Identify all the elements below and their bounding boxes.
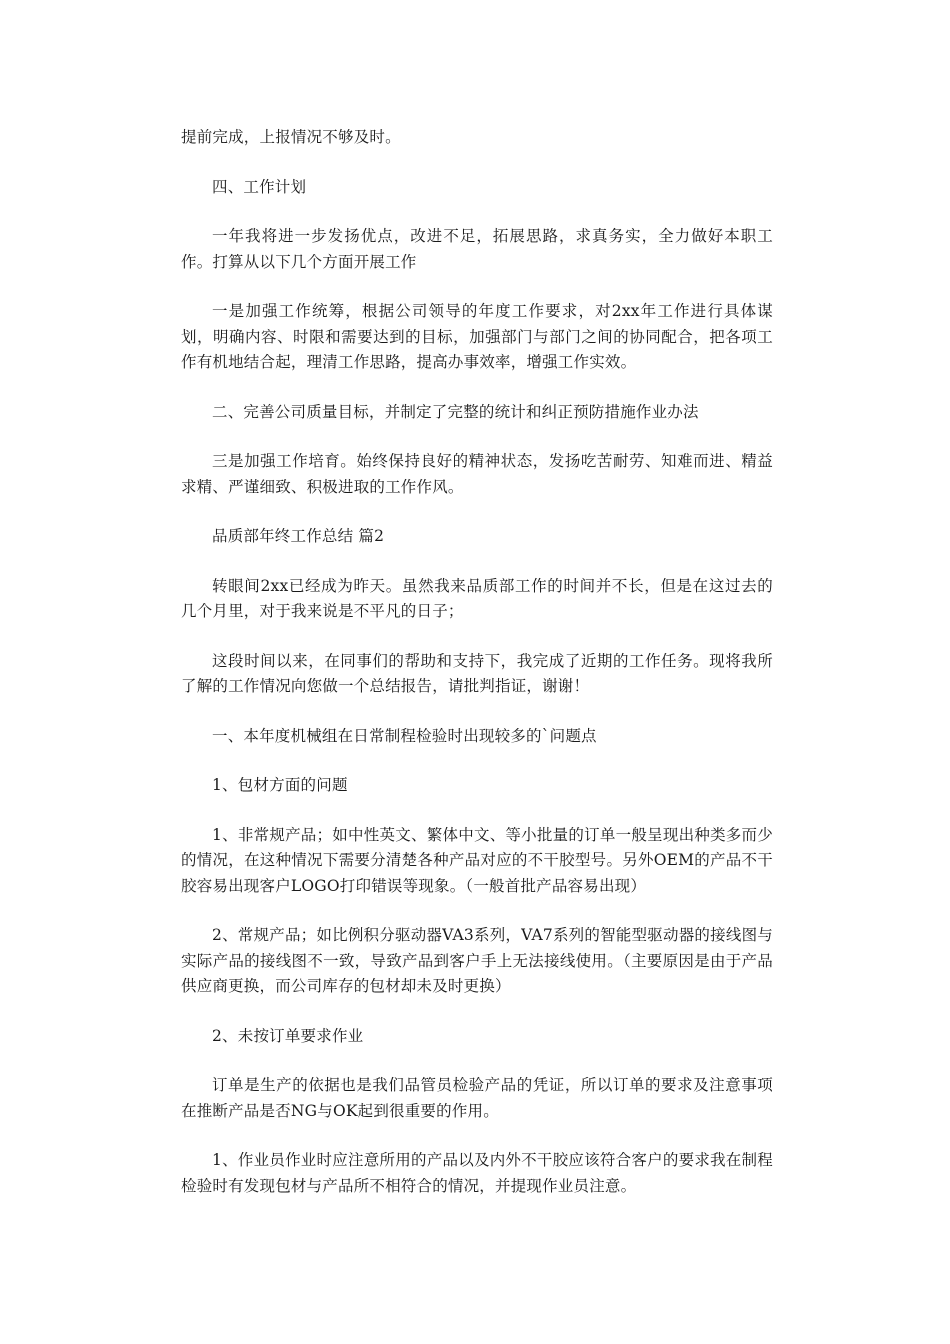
paragraph-packaging-item-1: 1、非常规产品；如中性英文、繁体中文、等小批量的订单一般呈现出种类多而少的情况，在这种情况下需要分清楚各种产品对应的不干胶型号。另外OEM的产品不干胶容易出现客户LOGO打印错误等现象。（一般首批产品容易出现）	[181, 825, 773, 895]
document-page	[181, 125, 773, 1223]
section-heading-work-plan: 四、工作计划	[212, 177, 307, 196]
section-heading-issues: 一、本年度机械组在日常制程检验时出现较多的`问题点	[212, 726, 597, 745]
subheading-packaging: 1、包材方面的问题	[212, 776, 348, 794]
paragraph-continuation: 提前完成，上报情况不够及时。	[181, 128, 401, 146]
paragraph-plan-item-2: 二、完善公司质量目标，并制定了完整的统计和纠正预防措施作业办法	[212, 402, 699, 421]
paragraph-plan-item-1: 一是加强工作统筹，根据公司领导的年度工作要求，对2xx年工作进行具体谋划，明确内容、时限和需要达到的目标，加强部门与部门之间的协同配合，把各项工作有机地结合起，理清工作思路，提高办事效率，增强工作实效。	[181, 302, 773, 371]
paragraph-order-item-1: 1、作业员作业时应注意所用的产品以及内外不干胶应该符合客户的要求我在制程检验时有发现包材与产品所不相符合的情况，并提现作业员注意。	[181, 1151, 773, 1195]
paragraph-plan-item-3: 三是加强工作培育。始终保持良好的精神状态，发扬吃苦耐劳、知难而进、精益求精、严谨细致、积极进取的工作作风。	[181, 452, 773, 496]
subheading-order-requirements: 2、未按订单要求作业	[212, 1026, 364, 1045]
paragraph-order-basis: 订单是生产的依据也是我们品管员检验产品的凭证，所以订单的要求及注意事项在推断产品是否NG与OK起到很重要的作用。	[181, 1076, 773, 1120]
paragraph-intro-2: 这段时间以来，在同事们的帮助和支持下，我完成了近期的工作任务。现将我所了解的工作情况向您做一个总结报告，请批判指证，谢谢！	[181, 651, 773, 695]
paragraph-packaging-item-2: 2、常规产品；如比例积分驱动器VA3系列，VA7系列的智能型驱动器的接线图与实际产品的接线图不一致，导致产品到客户手上无法接线使用。（主要原因是由于产品供应商更换，而公司库存的包材却未及时更换）	[181, 926, 773, 995]
paragraph-intro-1: 转眼间2xx已经成为昨天。虽然我来品质部工作的时间并不长，但是在这过去的几个月里，对于我来说是不平凡的日子；	[181, 576, 773, 620]
paragraph-plan-intro: 一年我将进一步发扬优点，改进不足，拓展思路，求真务实，全力做好本职工作。打算从以下几个方面开展工作	[181, 227, 773, 271]
article-title-part-2: 品质部年终工作总结 篇2	[212, 527, 385, 545]
